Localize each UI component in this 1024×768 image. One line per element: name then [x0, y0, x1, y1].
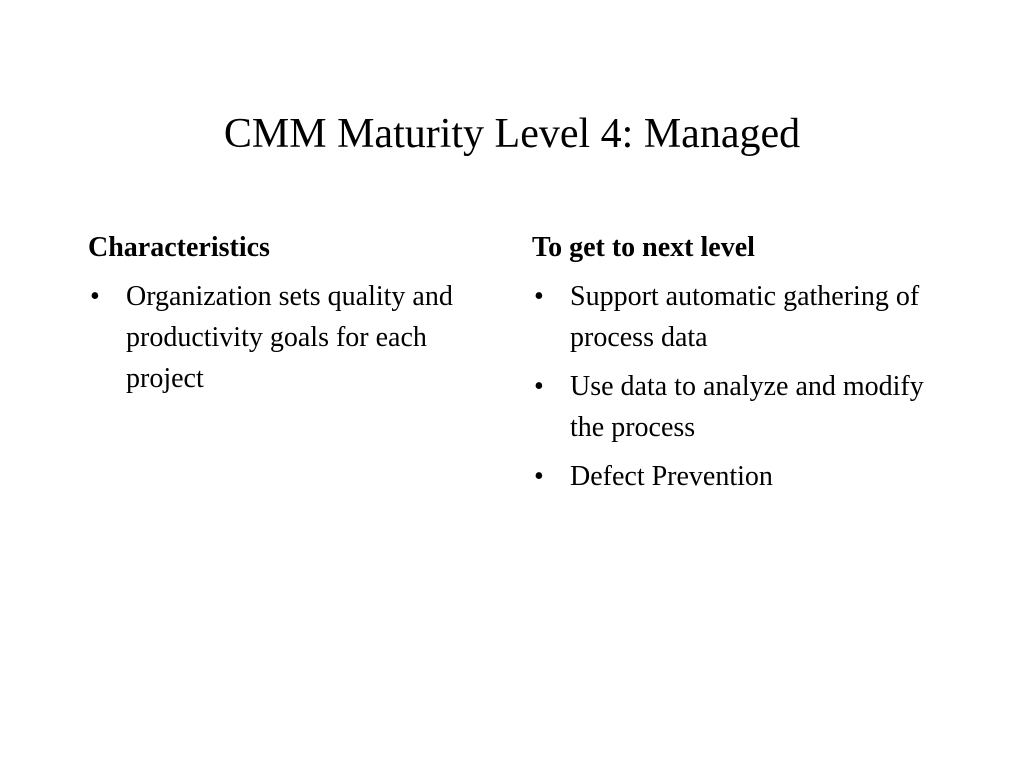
next-level-heading: To get to next level — [532, 232, 755, 263]
next-level-column — [532, 228, 932, 505]
list-item — [532, 366, 932, 448]
bullet-text: Defect Prevention — [570, 461, 773, 492]
bullet-text: Use data to analyze and modify the process — [570, 371, 924, 443]
bullet-icon: • — [534, 461, 544, 492]
bullet-icon: • — [90, 281, 100, 312]
bullet-text: Organization sets quality and productivity goals for each project — [126, 281, 453, 394]
characteristics-list — [88, 276, 488, 399]
characteristics-heading: Characteristics — [88, 232, 270, 263]
slide-title: CMM Maturity Level 4: Managed — [223, 111, 801, 157]
next-level-list — [532, 276, 932, 497]
list-item — [532, 276, 932, 358]
bullet-icon: • — [534, 371, 544, 402]
bullet-text: Support automatic gathering of process data — [570, 281, 920, 353]
bullet-icon: • — [534, 281, 544, 312]
list-item — [532, 456, 932, 497]
list-item — [88, 276, 488, 399]
characteristics-column — [88, 228, 488, 407]
